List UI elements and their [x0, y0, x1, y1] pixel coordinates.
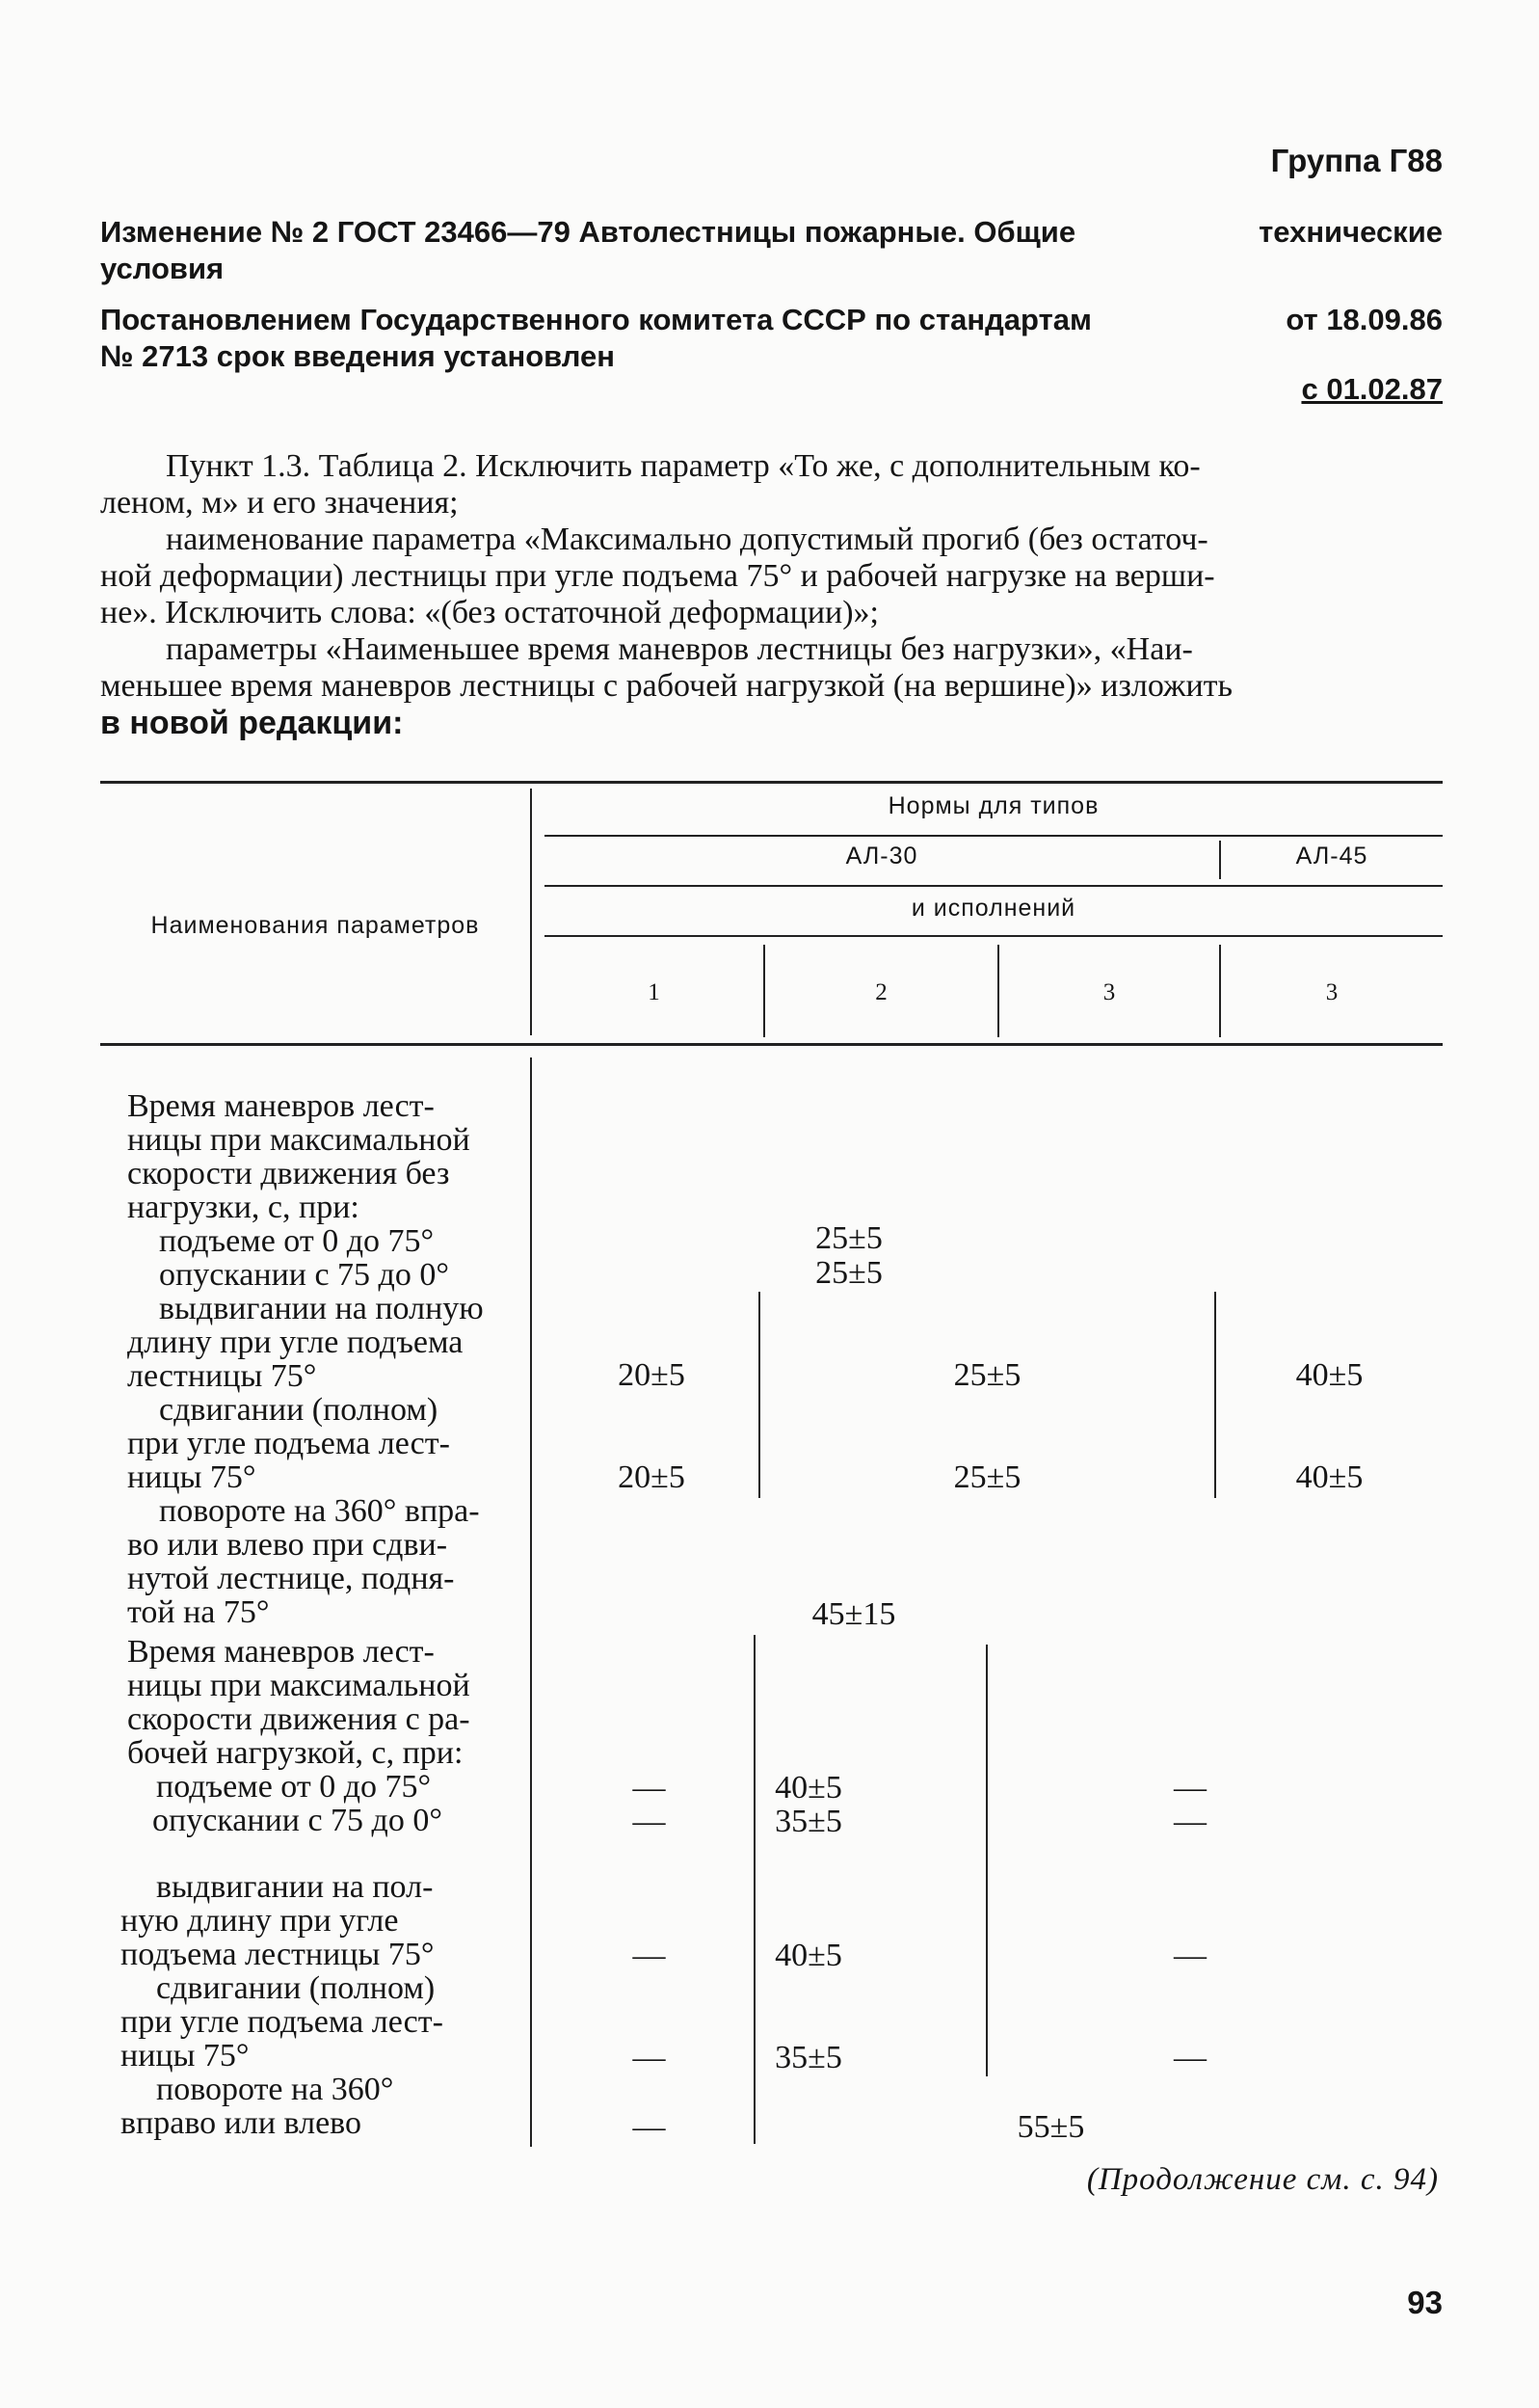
section1-rotate-line: той на 75°	[127, 1594, 270, 1630]
types-rule	[544, 835, 1443, 837]
paragraph-1	[100, 448, 1443, 522]
section2-retract-line: сдвигании (полном)	[156, 1970, 436, 2006]
section2-extend-line: ную длину при угле	[120, 1903, 399, 1939]
section2-lift-dash-2: —	[1174, 1770, 1207, 1806]
change-title-tail: технические	[1259, 215, 1443, 249]
section2-lower-dash-2: —	[1174, 1804, 1207, 1839]
section1-title	[127, 1089, 470, 1224]
section1-retract-line: сдвигании (полном)	[159, 1392, 438, 1428]
section2-extend-label	[120, 1870, 434, 1971]
change-title	[100, 214, 1443, 287]
section2-extend-line: выдвигании на пол-	[156, 1869, 434, 1905]
page-number: 93	[1407, 2285, 1443, 2320]
section1-retract-line: ницы 75°	[127, 1459, 256, 1495]
section1-title-line: ницы при максимальной	[127, 1122, 470, 1158]
section1-retract-line: при угле подъема лест-	[127, 1426, 450, 1461]
section1-extend-line: длину при угле подъема	[127, 1324, 464, 1360]
section1-extend-exec23: 25±5	[953, 1357, 1022, 1393]
para3-line3: в новой редакции:	[100, 705, 404, 741]
section2-title-line: бочей нагрузкой, с, при:	[127, 1735, 464, 1771]
executions-header: и исполнений	[911, 895, 1076, 922]
section2-lower-label: опускании с 75 до 0°	[152, 1803, 442, 1838]
section2-extend-value: 40±5	[775, 1938, 842, 1973]
section2-lower-dash-1: —	[632, 1804, 666, 1839]
section2-title-line: ницы при максимальной	[127, 1668, 470, 1703]
para1-line1: Пункт 1.3. Таблица 2. Исключить параметр «То же, с дополнительным ко-	[166, 448, 1201, 484]
decree-date: от 18.09.86	[1286, 303, 1443, 336]
section2-lower-value: 35±5	[775, 1804, 842, 1839]
section2-rotate-label	[120, 2073, 393, 2140]
group-label: Группа Г88	[1270, 143, 1443, 178]
section1-title-line: нагрузки, с, при:	[127, 1190, 359, 1225]
section2-retract-label	[120, 1971, 443, 2073]
section2-title-line: скорости движения с ра-	[127, 1701, 470, 1737]
section2-rotate-dash: —	[632, 2109, 666, 2145]
section1-retract-al45: 40±5	[1295, 1459, 1364, 1495]
table-top-rule	[100, 781, 1443, 784]
type-al30: АЛ-30	[845, 843, 918, 870]
section2-lift-label: подъеме от 0 до 75°	[156, 1769, 432, 1805]
s2-divider-2	[986, 1645, 988, 2076]
executions-rule	[544, 935, 1443, 937]
section2-retract-dash-2: —	[1174, 2040, 1207, 2075]
section1-retract-exec23: 25±5	[953, 1459, 1022, 1495]
section2-retract-dash-1: —	[632, 2040, 666, 2075]
param-column-divider-body	[530, 1057, 532, 2147]
effective-date: с 01.02.87	[1301, 372, 1443, 406]
section1-retract-label	[127, 1393, 450, 1494]
section1-extend-line: выдвигании на полную	[159, 1291, 484, 1326]
section1-lift-value: 25±5	[815, 1220, 883, 1256]
section1-title-line: скорости движения без	[127, 1156, 450, 1191]
section2-lift-value: 40±5	[775, 1770, 842, 1806]
section1-extend-al45: 40±5	[1295, 1357, 1364, 1393]
section1-extend-exec1: 20±5	[618, 1357, 685, 1393]
section1-rotate-line: повороте на 360° впра-	[159, 1493, 480, 1529]
section2-rotate-line: вправо или влево	[120, 2105, 362, 2141]
section2-retract-value: 35±5	[775, 2040, 842, 2075]
decree-line1: Постановлением Государственного комитета СССР по стандартам	[100, 303, 1092, 336]
para2-line3: не». Исключить слова: «(без остаточной деформации)»;	[100, 595, 879, 630]
section1-title-line: Время маневров лест-	[127, 1088, 435, 1124]
continuation-note: (Продолжение см. с. 94)	[1086, 2162, 1439, 2197]
para2-line2: ной деформации) лестницы при угле подъема 75° и рабочей нагрузке на верши-	[100, 558, 1215, 594]
section2-lift-dash-1: —	[632, 1770, 666, 1806]
norms-header: Нормы для типов	[888, 792, 1100, 819]
section1-retract-exec1: 20±5	[618, 1459, 685, 1495]
section1-extend-line: лестницы 75°	[127, 1358, 317, 1394]
para3-line2: меньшее время маневров лестницы с рабочей нагрузкой (на вершине)» изложить	[100, 668, 1234, 704]
section1-rotate-value: 45±15	[811, 1596, 896, 1632]
header-bottom-rule	[100, 1043, 1443, 1046]
type-al45: АЛ-45	[1295, 843, 1368, 870]
section1-rotate-line: во или влево при сдви-	[127, 1527, 448, 1563]
section1-rotate-line: нутой лестнице, подня-	[127, 1561, 455, 1596]
section2-retract-line: при угле подъема лест-	[120, 2004, 443, 2040]
subtypes-rule	[544, 885, 1443, 887]
section2-extend-dash-1: —	[632, 1938, 666, 1973]
param-column-divider	[530, 789, 532, 1035]
section1-lower-value: 25±5	[815, 1255, 883, 1291]
section2-title-line: Время маневров лест-	[127, 1634, 435, 1670]
exec-3-al45: 3	[1325, 979, 1339, 1005]
para1-line2: леном, м» и его значения;	[100, 485, 459, 521]
exec-2: 2	[875, 979, 888, 1005]
section1-extend-label	[127, 1292, 484, 1393]
exec-3-al30: 3	[1102, 979, 1116, 1005]
paragraph-3	[100, 631, 1443, 742]
section1-lower-label: опускании с 75 до 0°	[159, 1257, 449, 1293]
section2-rotate-line: повороте на 360°	[156, 2072, 394, 2107]
decree-line2: № 2713 срок введения установлен	[100, 339, 616, 373]
para2-line1: наименование параметра «Максимально допустимый прогиб (без остаточ-	[166, 522, 1208, 557]
section2-rotate-value: 55±5	[1017, 2109, 1085, 2145]
section1-lift-label: подъеме от 0 до 75°	[159, 1223, 435, 1259]
section1-rotate-label	[127, 1494, 480, 1629]
decree	[100, 302, 1443, 375]
section2-retract-line: ницы 75°	[120, 2038, 250, 2074]
section2-extend-dash-2: —	[1174, 1938, 1207, 1973]
col-param-header: Наименования параметров	[150, 912, 480, 939]
section2-title	[127, 1635, 470, 1770]
para3-line1: параметры «Наименьшее время маневров лестницы без нагрузки», «Наи-	[166, 631, 1193, 667]
change-title-line2: условия	[100, 252, 225, 285]
section2-extend-line: подъема лестницы 75°	[120, 1937, 435, 1972]
paragraph-2	[100, 522, 1443, 631]
change-title-main: Изменение № 2 ГОСТ 23466—79 Автолестницы пожарные. Общие	[100, 215, 1076, 249]
exec-1: 1	[648, 979, 660, 1005]
